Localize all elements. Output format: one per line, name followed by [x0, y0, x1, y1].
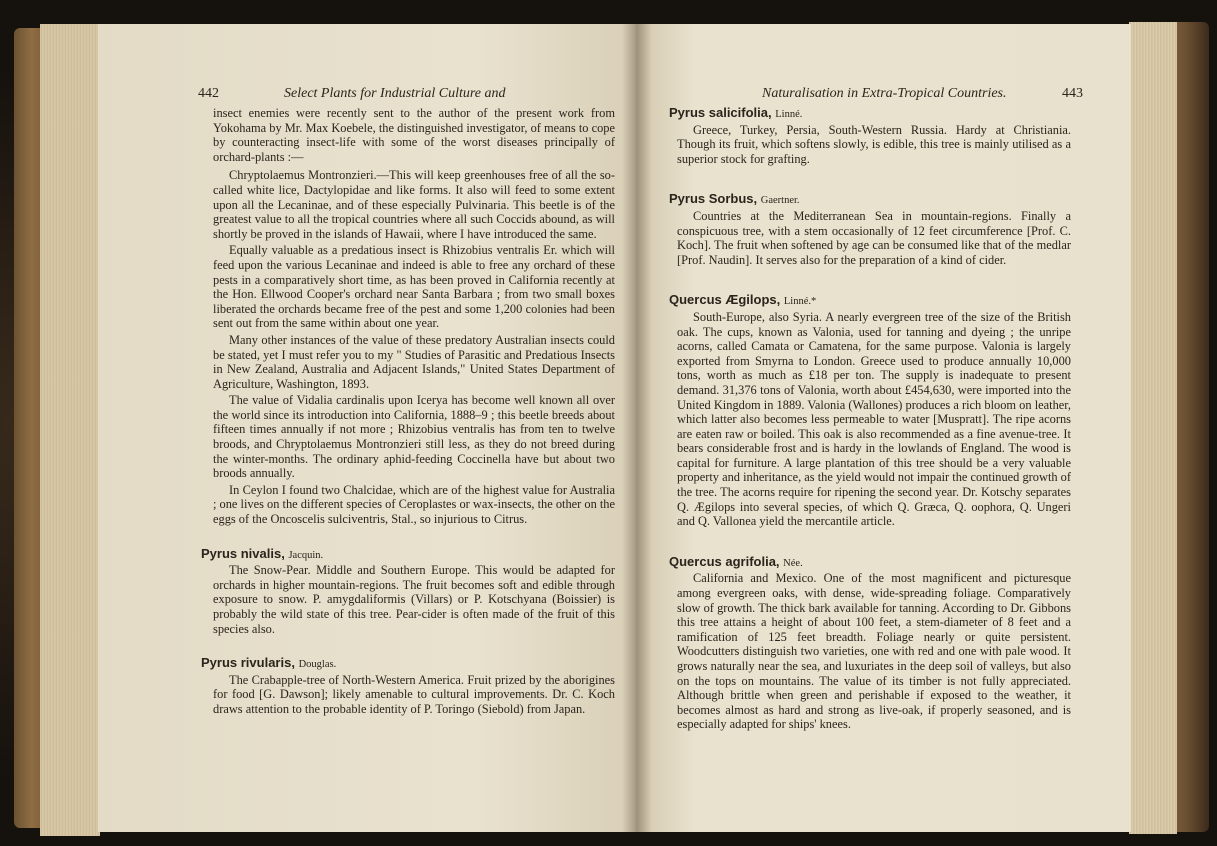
entry-text: The Snow-Pear. Middle and Southern Europe. This would be adapted for orchards in higher mountain-regions. The fruit becomes soft and edible through exposure to snow. P. amygdaliformis (Villars) or P. Kotschyana (Boissier) is probably the wild state of this tree. Pear-cider is often made of the fruit of this species also. — [213, 563, 615, 636]
entry-text: Countries at the Mediterranean Sea in mountain-regions. Finally a conspicuous tree, with a stem occasionally of 12 feet circumference [Prof. C. Koch]. The fruit when softened by age can be consumed like that of the medlar [Prof. Naudin]. It serves also for the preparation of a kind of cider. — [677, 208, 1071, 267]
entry-authority: Née. — [783, 557, 803, 569]
paragraph: In Ceylon I found two Chalcidae, which are of the highest value for Australia ; one lives on the different species of Ceroplastes or wax-insects, the other on the eggs of the Oncoscelis sulciventris, Stal., so injurious to Citrus. — [213, 482, 616, 527]
entry-authority: Jacquin. — [288, 549, 324, 561]
entry-authority: Douglas. — [298, 659, 337, 671]
entry-authority: Gaertner. — [760, 195, 800, 207]
entry-heading — [669, 192, 1071, 209]
entry-heading — [669, 555, 1071, 572]
entry-text: California and Mexico. One of the most magnificent and picturesque among evergreen oaks, with dense, wide-spreading foliage. Comparatively slow of growth. The thick bark available for tanning. According to Dr. Gibbons this tree attains a height of about 100 feet, a stem-diameter of 8 feet and a ramification of 125 feet breadth. Foliage nearly or quite persistent. Woodcutters distinguish two varieties, one with red and one with pale wood. It grows naturally near the sea, and luxuriates in the deep soil of valleys, but also on the tops on mountains. The value of its timber is not fully appreciated. Although brittle when green and perishable if exposed to the weather, it becomes almost as hard and strong as live-oak, if properly seasoned, and is especially adapted for ships' knees. — [677, 571, 1071, 732]
entry-name: Pyrus nivalis, — [201, 545, 285, 561]
paragraph: Chryptolaemus Montronzieri.—This will keep greenhouses free of all the so-called white lice, Dactylopidae and like forms. It also will feed to some extent upon all the Lecaninae, and of these especially Pulvinaria. This beetle is of the greatest value to all the tropical countries where all such Coccids abound, as will shortly be proved in the islands of Hawaii, where I have introduced the same. — [213, 168, 615, 241]
page-edges-right — [1129, 22, 1177, 834]
entry-text: South-Europe, also Syria. A nearly evergreen tree of the size of the British oak. The cups, known as Valonia, used for tanning and dyeing ; the unripe acorns, called Camata or Camatena, for the same purpose. Valonia is largely exported from Smyrna to London. Greece used to produce annually 10,000 tons, worth as much as £18 per ton. The supply is inadequate to present demand. 31,376 tons of Valonia, worth about £454,630, were imported into the United Kingdom in 1889. Valonia (Wallones) produces a rich bloom on leather, which latter also becomes less permeable to water [Muspratt]. The ripe acorns are eaten raw or boiled. This oak is also recommended as a fine avenue-tree. It bears considerable frost and is hardy in the lowlands of England. The wood is capital for furniture. A large plantation of this tree should be a very valuable property and inheritance, as the yield would not impair the continued growth of the tree. The acorns require for ripening the second year. Dr. Kotschy separates Q. Ægilops into several species, of which Q. Græca, Q. oophora, Q. Ungeri and Q. Vallonea yield the mercantile article. — [677, 309, 1071, 529]
entry-name: Pyrus rivularis, — [201, 655, 295, 671]
right-text-column — [669, 105, 1071, 732]
right-page-number: 443 — [1062, 86, 1083, 101]
entry-heading — [669, 293, 1071, 310]
left-running-title: Select Plants for Industrial Culture and — [284, 86, 506, 101]
entry-heading — [201, 656, 615, 673]
entry-name: Quercus Ægilops, — [669, 292, 781, 308]
entry-text: Greece, Turkey, Persia, South-Western Russia. Hardy at Christiania. Though its fruit, which softens slowly, is edible, this tree is mainly utilised as a superior stock for grafting. — [677, 122, 1071, 166]
entry-authority: Linné.* — [783, 296, 817, 308]
paragraph: insect enemies were recently sent to the author of the present work from Yokohama by Mr. Max Koebele, the distinguished investigator, of means to cope by counteracting insect-life with some of the worst diseases principally of orchard-plants :— — [213, 106, 615, 164]
right-running-title: Naturalisation in Extra-Tropical Countries. — [762, 86, 1007, 101]
entry-name: Pyrus Sorbus, — [669, 191, 758, 207]
entry-heading — [201, 547, 615, 564]
paragraph: Many other instances of the value of these predatory Australian insects could be stated, yet I must refer you to my " Studies of Parasitic and Predatious Insects in New Zealand, Australia and Adjacent Islands," United States Department of Agriculture, Washington, 1893. — [213, 332, 615, 391]
left-page-number: 442 — [198, 86, 219, 101]
entry-text: The Crabapple-tree of North-Western America. Fruit prized by the aborigines for food [G. Dawson]; likely amenable to cultural improvements. Dr. C. Koch draws attention to the probable identity of P. Toringo (Siebold) from Japan. — [213, 672, 615, 716]
left-text-column — [201, 106, 616, 717]
book-gutter — [622, 24, 652, 832]
entry-name: Pyrus salicifolia, — [669, 105, 772, 120]
entry-heading — [669, 106, 1071, 123]
paragraph: Equally valuable as a predatious insect is Rhizobius ventralis Er. which will feed upon the various Lecaninae and indeed is able to free any orchard of these pests in a comparatively short time, as has been proved in California recently at the Hon. Ellwood Cooper's orchard near Santa Barbara ; from two small boxes liberated the orchards became free of the pest and some 1,200 colonies had been sent out from the same within about one year. — [213, 243, 615, 331]
entry-authority: Linné. — [775, 109, 803, 120]
entry-name: Quercus agrifolia, — [669, 553, 780, 569]
right-running-head — [762, 86, 1082, 102]
left-running-head — [198, 86, 618, 102]
paragraph: The value of Vidalia cardinalis upon Icerya has become well known all over the world since its introduction into California, 1888–9 ; this beetle breeds about fifteen times annually if not more ; Rhizobius ventralis has from ten to twelve broods, and Chryptolaemus Montronzieri still less, as they do not breed during the winter-months. The ordinary aphid-feeding Coccinella have but about two broods annually. — [213, 393, 615, 481]
page-edges-left — [40, 24, 100, 836]
